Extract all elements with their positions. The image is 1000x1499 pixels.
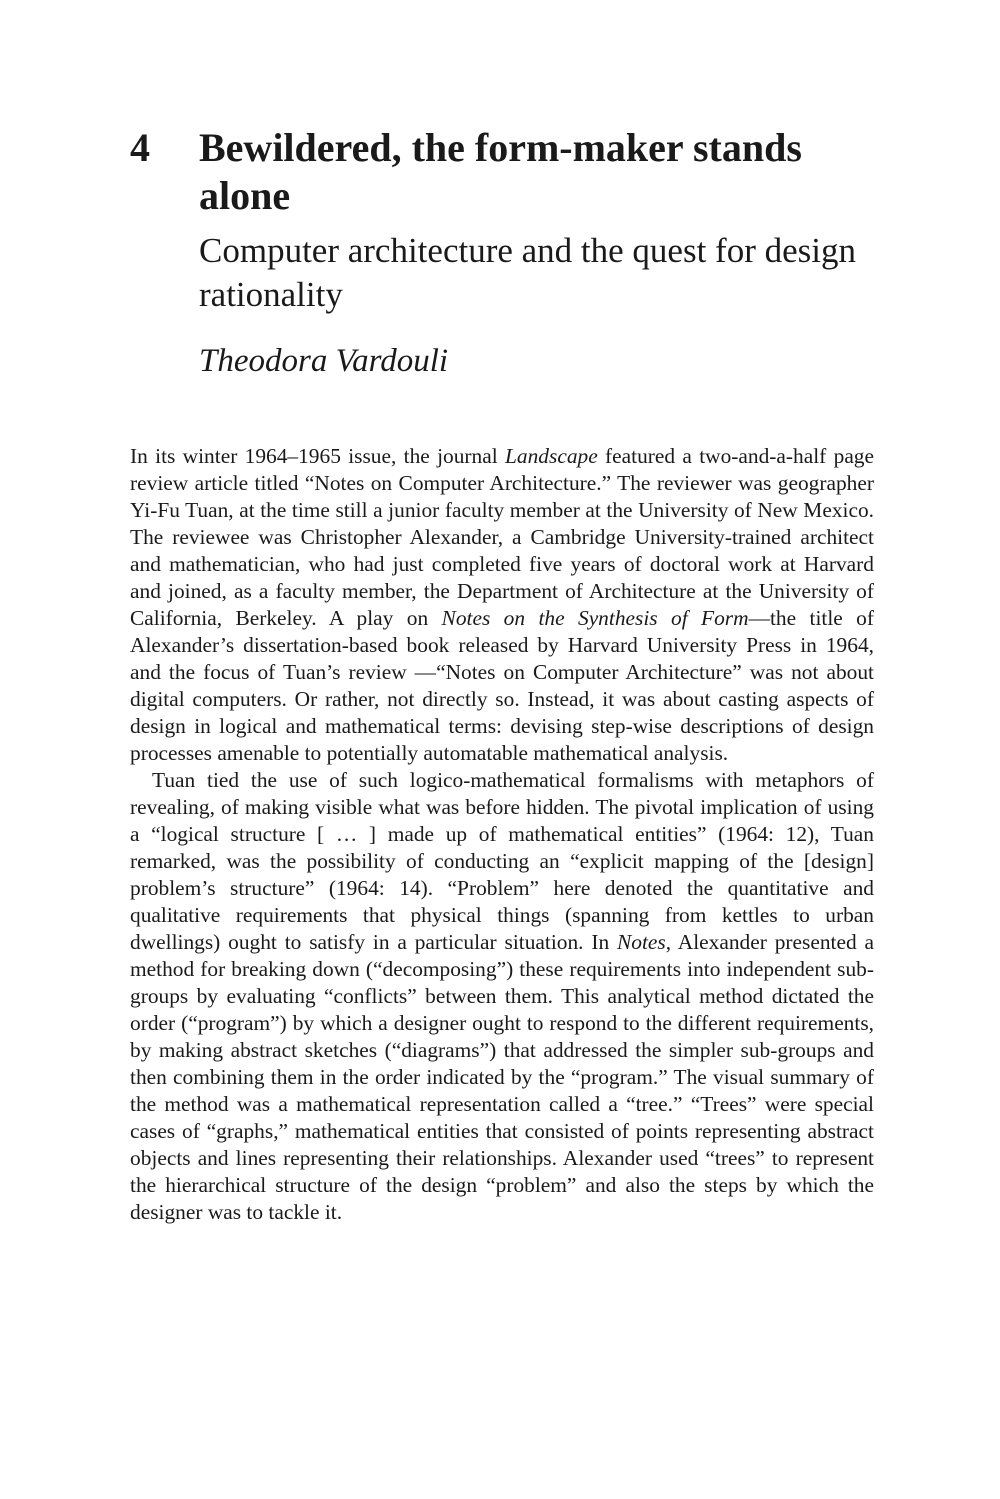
chapter-number: 4 bbox=[130, 125, 150, 170]
body-paragraph bbox=[130, 767, 874, 1226]
italic-text-run: Notes bbox=[617, 930, 666, 954]
chapter-title: Bewildered, the form-maker stands alone bbox=[199, 125, 802, 218]
body-text bbox=[130, 443, 874, 1226]
text-run: —the title of Alexander’s dissertation-based book released by Harvard University Press in 1964, and the focus of Tuan’s review —“Notes on Computer Architecture” was not about digital computers. Or rather, not directly so. Instead, it was about casting aspects of design in logical and mathematical terms: devising step-wise descriptions of design processes amenable to potentially automatable mathematical analysis. bbox=[130, 606, 874, 765]
text-run: Tuan tied the use of such logico-mathematical formalisms with metaphors of revealing, of making visible what was before hidden. The pivotal implication of using a “logical structure [ … ] made up of mathematical entities” (1964: 12), Tuan remarked, was the possibility of conducting an “explicit mapping of the [design] problem’s structure” (1964: 14). “Problem” here denoted the quantitative and qualitative requirements that physical things (spanning from kettles to urban dwellings) ought to satisfy in a particular situation. In bbox=[130, 768, 874, 954]
text-run: In its winter 1964–1965 issue, the journal bbox=[130, 444, 506, 468]
chapter-author: Theodora Vardouli bbox=[199, 343, 449, 379]
italic-text-run: Landscape bbox=[505, 444, 598, 468]
body-paragraph bbox=[130, 443, 874, 767]
chapter-subtitle: Computer architecture and the quest for design rationality bbox=[199, 231, 857, 314]
text-run: , Alexander presented a method for breaking down (“decomposing”) these requirements into independent sub-groups by evaluating “conflicts” between them. This analytical method dictated the order (“program”) by which a designer ought to respond to the different requirements, by making abstract sketches (“diagrams”) that addressed the simpler sub-groups and then combining them in the order indicated by the “program.” The visual summary of the method was a mathematical representation called a “tree.” “Trees” were special cases of “graphs,” mathematical entities that consisted of points representing abstract objects and lines representing their relationships. Alexander used “trees” to represent the hierarchical structure of the design “problem” and also the steps by which the designer was to tackle it. bbox=[130, 930, 874, 1224]
text-run: featured a two-and-a-half page review article titled “Notes on Computer Architecture.” The reviewer was geographer Yi-Fu Tuan, at the time still a junior faculty member at the University of New Mexico. The reviewee was Christopher Alexander, a Cambridge University-trained architect and mathematician, who had just completed five years of doctoral work at Harvard and joined, as a faculty member, the Department of Architecture at the University of California, Berkeley. A play on bbox=[130, 444, 875, 630]
italic-text-run: Notes on the Synthesis of Form bbox=[441, 606, 749, 630]
